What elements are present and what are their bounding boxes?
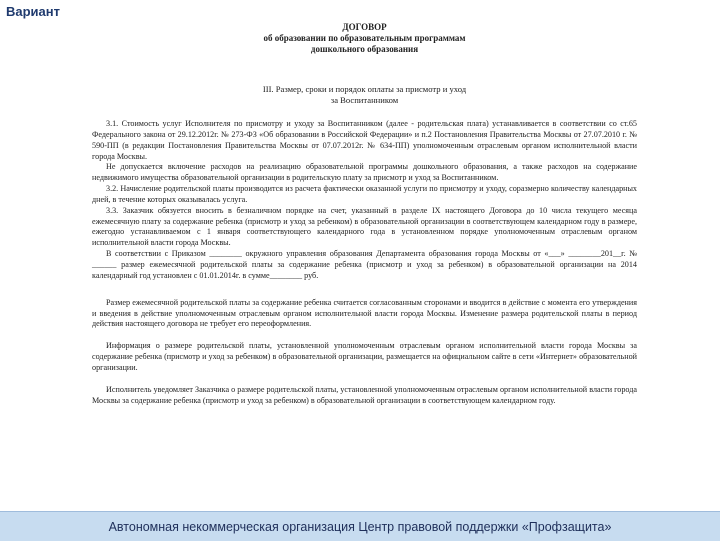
- section-title-line: III. Размер, сроки и порядок оплаты за присмотр и уход: [262, 84, 467, 94]
- paragraph-3-1: 3.1. Стоимость услуг Исполнителя по присмотру и уходу за Воспитанником (далее - родительская плата) устанавливается в соответствии со ст.65 Федерального закона от 29.12.2012г. № 273-ФЗ «Об образовании в Российской Федерации» и п.2 Постановления Правительства Москвы от 27.07.2010 г. № 590-ПП (в редакции Постановления Правительства Москвы от 07.07.2012г. № 634-ПП) уполномоченным отраслевым органом исполнительной власти города Москвы.: [92, 119, 637, 161]
- paragraph-fee-agreement: Размер ежемесячной родительской платы за содержание ребенка считается согласованным сторонами и вводится в действие с момента его утверждения и введения в действие уполномоченным отраслевым органом исполнительной власти города Москвы. Изменение размера родительской платы в период действия настоящего договора не требует его переоформления.: [92, 297, 637, 329]
- paragraph-order: В соответствии с Приказом ________ окружного управления образования Департамента образования города Москвы от «___» ________201__г. № ______ размер ежемесячной родительской платы за содержание ребенка (присмотр и уход за ребенком) в образовательной организации на 2014 календарный год установлен с 01.01.2014г. в сумме________ руб.: [92, 249, 637, 280]
- slide-title: Вариант: [6, 4, 60, 19]
- document-title-line: ДОГОВОР: [342, 22, 387, 32]
- document-title: [92, 22, 637, 55]
- paragraph-fee-information: Информация о размере родительской платы, установленной уполномоченным отраслевым органом исполнительной власти города Москвы за содержание ребенка (присмотр и уход за ребенком) в образовательной организации, размещается на официальном сайте в сети «Интернет» образовательной организации.: [92, 341, 637, 372]
- contract-body: [92, 119, 637, 406]
- paragraph-exclusions: Не допускается включение расходов на реализацию образовательной программы дошкольного образования, а также расходов на содержание недвижимого имущества образовательной организации в родительскую плату за присмотр и уход за Воспитанником.: [92, 162, 637, 183]
- paragraph-notification: Исполнитель уведомляет Заказчика о размере родительской платы, установленной уполномоченным отраслевым органом исполнительной власти города Москвы за содержание ребенка (присмотр и уход за ребенком) в образовательной организации в соответствующем календарном году.: [92, 384, 637, 405]
- footer-bar: [0, 511, 720, 541]
- document-title-line: об образовании по образовательным программам: [263, 33, 466, 43]
- footer-text: Автономная некоммерческая организация Центр правовой поддержки «Профзащита»: [108, 519, 612, 534]
- paragraph-3-3: 3.3. Заказчик обязуется вносить в безналичном порядке на счет, указанный в разделе IX настоящего Договора до 10 числа текущего месяца ежемесячную плату за содержание ребенка (присмотр и уход за ребенком) в образовательной организации в соответствующем календарном году в размере, ежегодно устанавливаемом с 1 января соответствующего календарного года в установленном порядке уполномоченным отраслевым органом исполнительной власти города Москвы.: [92, 205, 637, 248]
- contract-document: [92, 22, 637, 406]
- section-title: [92, 84, 637, 106]
- paragraph-3-2: 3.2. Начисление родительской платы производится из расчета фактически оказанной услуги по присмотру и уходу, соразмерно количеству календарных дней, в течение которых оказывалась услуга.: [92, 184, 637, 204]
- section-title-line: за Воспитанником: [330, 95, 399, 105]
- document-title-line: дошкольного образования: [310, 44, 419, 54]
